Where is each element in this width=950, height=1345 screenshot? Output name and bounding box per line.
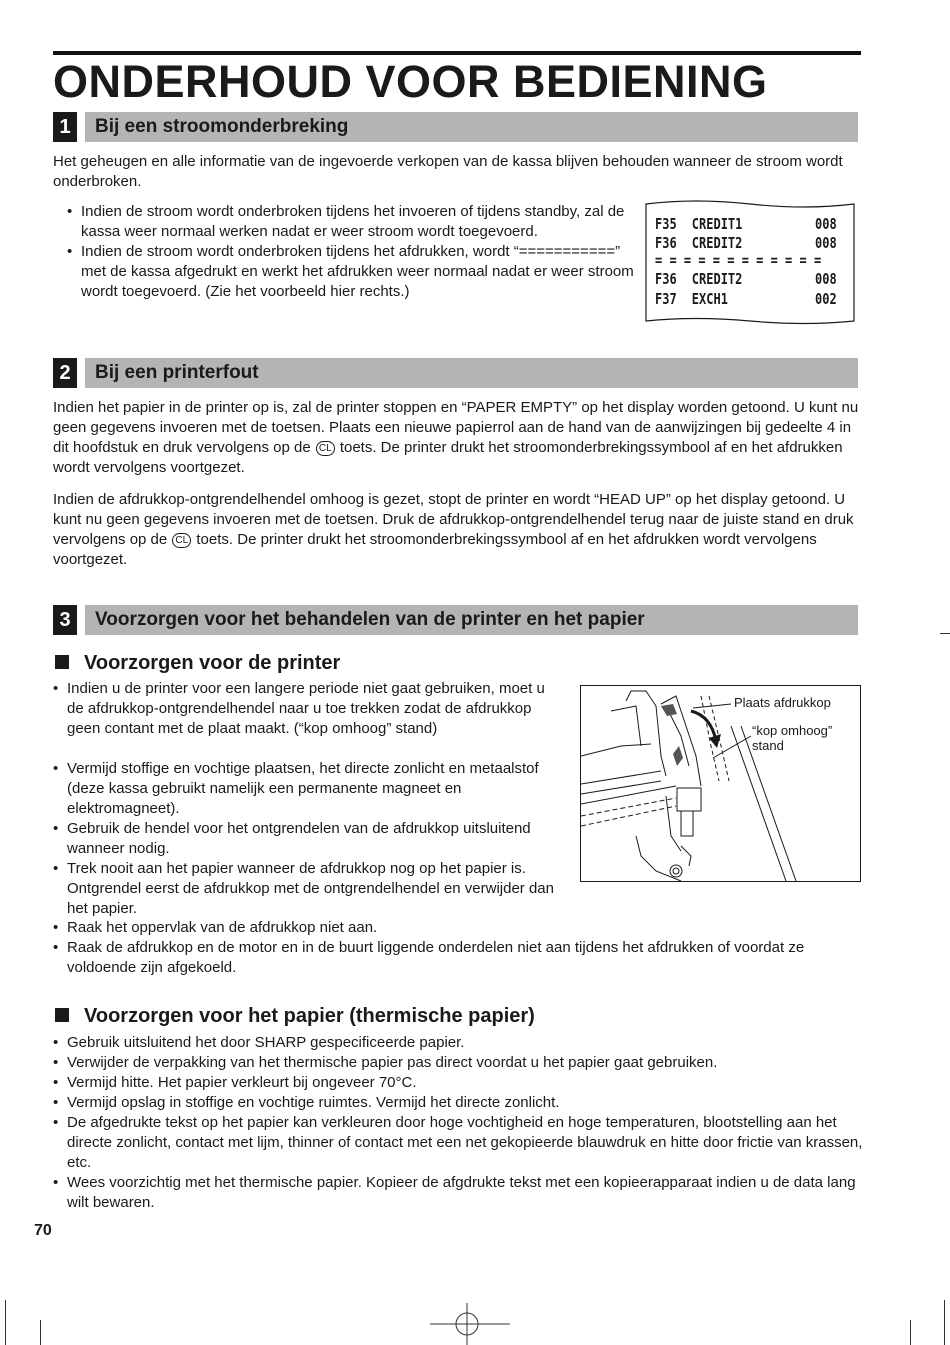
printer-bullets xyxy=(53,679,563,919)
printer-bullets-wide xyxy=(53,918,863,978)
paper-bullets xyxy=(53,1033,863,1213)
head-up-label-1: “kop omhoog” xyxy=(752,723,833,738)
crop-mark xyxy=(5,1300,6,1345)
square-bullet-icon xyxy=(55,655,69,669)
list-item: • Vermijd hitte. Het papier verkleurt bij ongeveer 70°C. xyxy=(53,1073,863,1093)
section-2-paragraph-1: Indien het papier in de printer op is, zal de printer stoppen en “PAPER EMPTY” op het display worden getoond. U kunt nu geen gegevens invoeren met de toetsen. Plaats een nieuwe papierrol aan de hand van de aanwijzingen bij gedeelte 4 in dit hoofdstuk en druk vervolgens op de CL toets. De printer drukt het stroomonderbrekingssymbool af en het afdrukken wordt vervolgens voortgezet. xyxy=(53,399,859,476)
cl-key-icon: CL xyxy=(172,533,191,548)
head-up-label-2: stand xyxy=(752,738,784,753)
section-number: 2 xyxy=(53,358,77,388)
list-item: • Verwijder de verpakking van het thermische papier pas direct voordat u het papier gaat gebruiken. xyxy=(53,1053,863,1073)
section-2-header xyxy=(53,358,858,388)
section-title: Bij een stroomonderbreking xyxy=(95,116,349,137)
square-bullet-icon xyxy=(55,1008,69,1022)
crop-mark xyxy=(940,633,950,634)
registration-mark-icon xyxy=(430,1303,510,1345)
list-item: • De afgedrukte tekst op het papier kan verkleuren door hoge vochtigheid en hoge temperaturen, blootstelling aan het directe zonlicht, contact met lijm, thinner of contact met een net gekopieerde blauwdruk en hitte door frictie van krassen, etc. xyxy=(53,1113,863,1173)
section-number: 3 xyxy=(53,605,77,635)
crop-mark xyxy=(944,1300,945,1345)
section-1-bullets xyxy=(67,202,637,302)
section-1-header xyxy=(53,112,858,142)
list-item: • Vermijd opslag in stoffige en vochtige ruimtes. Vermijd het directe zonlicht. xyxy=(53,1093,863,1113)
crop-mark xyxy=(40,1320,41,1345)
receipt-line: F36 CREDIT2 008 xyxy=(655,234,837,248)
paper-subheading: Voorzorgen voor het papier (thermische papier) xyxy=(55,1004,535,1028)
list-item: • Vermijd stoffige en vochtige plaatsen, het directe zonlicht en metaalstof (deze kassa gebruikt namelijk een permanente magneet en elektromagneet). xyxy=(53,759,563,819)
section-title: Bij een printerfout xyxy=(95,362,259,383)
crop-mark xyxy=(910,1320,911,1345)
list-item: • Indien u de printer voor een langere periode niet gaat gebruiken, moet u de afdrukkop-ontgrendelhendel naar u toe trekken zodat de afdrukkop geen contant met de plaat maakt. (“kop omhoog” stand) xyxy=(53,679,563,739)
section-3-header xyxy=(53,605,858,635)
list-item: • Gebruik de hendel voor het ontgrendelen van de afdrukkop uitsluitend wanneer nodig. xyxy=(53,819,563,859)
list-item: • Wees voorzichtig met het thermische papier. Kopieer de afgdrukte tekst met een kopieerapparaat indien u de data lang wilt bewaren. xyxy=(53,1173,863,1213)
section-2-paragraph-2: Indien de afdrukkop-ontgrendelhendel omhoog is gezet, stopt de printer en wordt “HEAD UP” op het display getoond. U kunt nu geen gegevens invoeren met de toetsen. Druk de afdrukkop-ontgrendelhendel terug naar de juiste stand en druk vervolgens op de CL toets. De printer drukt het stroomonderbrekingssymbool af en het afdrukken wordt vervolgens voortgezet. xyxy=(53,491,854,568)
list-item: • Gebruik uitsluitend het door SHARP gespecificeerde papier. xyxy=(53,1033,863,1053)
page-title: ONDERHOUD VOOR BEDIENING xyxy=(53,56,768,107)
section-1-intro: Het geheugen en alle informatie van de ingevoerde verkopen van de kassa blijven behouden wanneer de stroom wordt onderbroken. xyxy=(53,153,843,190)
list-item: • Indien de stroom wordt onderbroken tijdens het afdrukken, wordt “===========” met de kassa afgedrukt en werkt het afdrukken weer normaal nadat er weer stroom wordt toegevoerd. (Zie het voorbeeld hier rechts.) xyxy=(67,242,637,302)
printer-mechanism-drawing xyxy=(581,686,860,881)
list-item: • Raak het oppervlak van de afdrukkop niet aan. xyxy=(53,918,863,938)
list-item: • Trek nooit aan het papier wanneer de afdrukkop nog op het papier is. Ontgrendel eerst de afdrukkop met de ontgrendelhendel en verwijder dan het papier. xyxy=(53,859,563,919)
section-title: Voorzorgen voor het behandelen van de printer en het papier xyxy=(95,609,645,630)
page-number: 70 xyxy=(34,1222,52,1239)
list-item: • Raak de afdrukkop en de motor en in de buurt liggende onderdelen niet aan tijdens het afdrukken of voordat ze voldoende zijn afgekoeld. xyxy=(53,938,863,978)
print-head-illustration xyxy=(580,685,861,882)
title-rule xyxy=(53,51,861,55)
section-number: 1 xyxy=(53,112,77,142)
print-position-label: Plaats afdrukkop xyxy=(734,695,831,710)
printer-subheading: Voorzorgen voor de printer xyxy=(55,651,340,675)
cl-key-icon: CL xyxy=(316,441,335,456)
list-item: • Indien de stroom wordt onderbroken tijdens het invoeren of tijdens standby, zal de kassa weer normaal werken nadat er weer stroom wordt toegevoerd. xyxy=(67,202,637,242)
